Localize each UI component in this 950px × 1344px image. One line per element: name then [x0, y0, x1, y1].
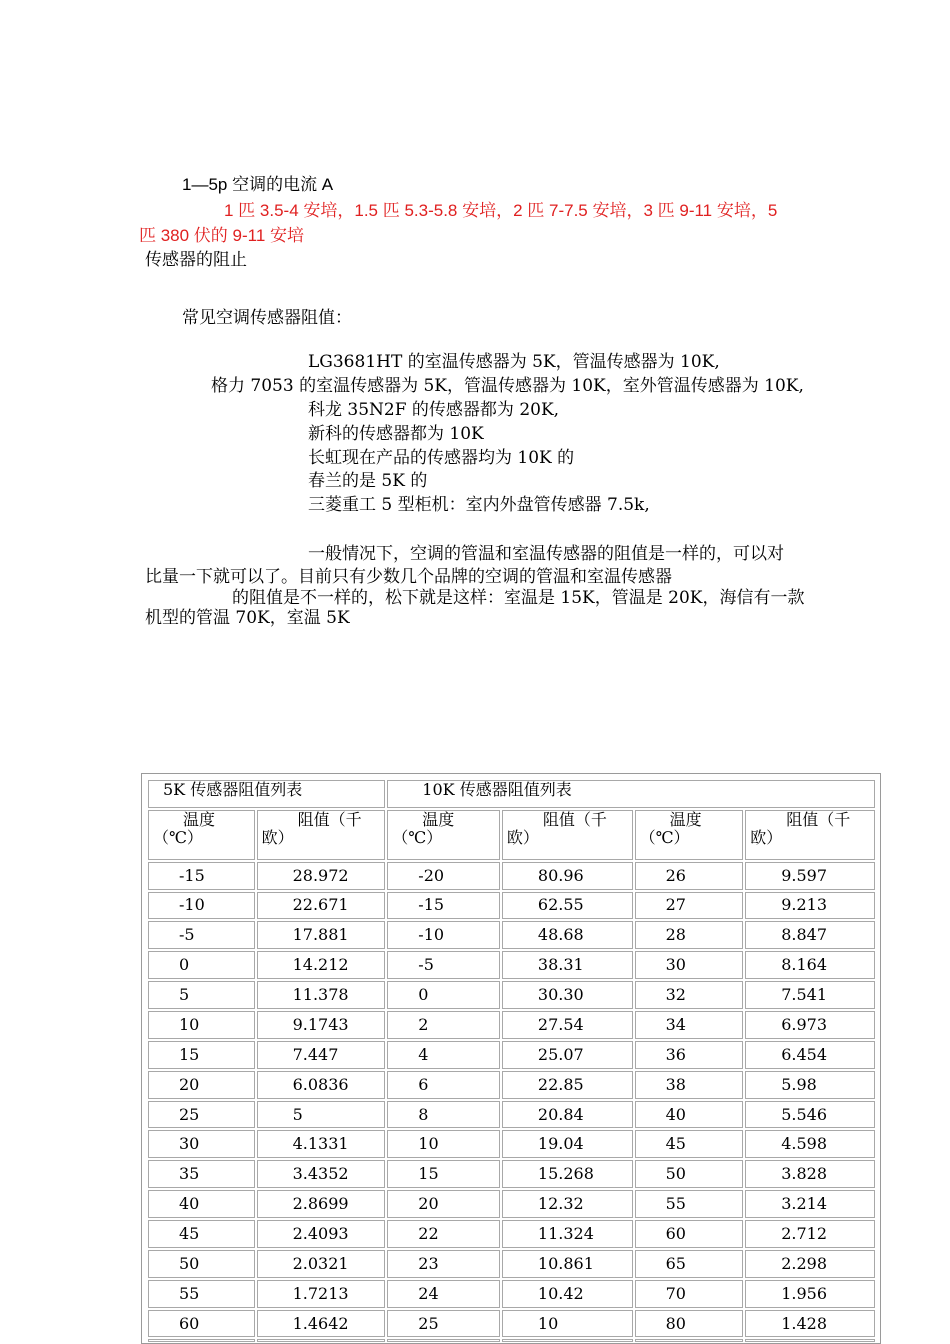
table-row — [148, 862, 875, 890]
column-header-temp: 温度 （℃） — [148, 810, 255, 860]
column-header-resistance: 阻值（千 欧） — [502, 810, 633, 860]
resistance-cell: 17.881 — [257, 921, 386, 949]
resistance-cell: 7.447 — [257, 1041, 386, 1069]
resistance-cell: 9.597 — [745, 862, 875, 890]
temperature-cell: 50 — [148, 1250, 255, 1278]
resistance-cell: 22.85 — [502, 1071, 633, 1099]
resistance-cell: 1.4642 — [257, 1310, 386, 1338]
table-row — [148, 892, 875, 920]
temperature-cell: 60 — [148, 1310, 255, 1338]
temperature-cell: 10 — [387, 1130, 500, 1158]
resistance-cell: 1.428 — [745, 1310, 875, 1338]
sensor-item: 格力 7053 的室温传感器为 5K，管温传感器为 10K，室外管温传感器为 10K, — [211, 376, 804, 396]
temperature-cell: 0 — [387, 981, 500, 1009]
resistance-cell: 15.268 — [502, 1160, 633, 1188]
resistance-cell: 28.972 — [257, 862, 386, 890]
column-header-temp: 温度 （℃） — [387, 810, 500, 860]
resistance-cell: 10.861 — [502, 1250, 633, 1278]
table-row — [148, 1190, 875, 1218]
resistance-cell: 1.956 — [745, 1280, 875, 1308]
resistance-cell: 48.68 — [502, 921, 633, 949]
temperature-cell: 30 — [635, 951, 744, 979]
resistance-cell: 3.4352 — [257, 1160, 386, 1188]
resistance-cell: 5 — [257, 1101, 386, 1129]
temperature-cell: -15 — [148, 862, 255, 890]
temperature-cell: -20 — [387, 862, 500, 890]
resistance-cell: 6.0836 — [257, 1071, 386, 1099]
resistance-cell: 5.546 — [745, 1101, 875, 1129]
resistance-cell: 22.671 — [257, 892, 386, 920]
temperature-cell: 27 — [635, 892, 744, 920]
sensor-title: 传感器的阻止 — [145, 250, 247, 270]
resistance-cell: 4.598 — [745, 1130, 875, 1158]
table-row — [148, 1041, 875, 1069]
sensor-item: 新科的传感器都为 10K — [308, 424, 484, 444]
temperature-cell: 34 — [635, 1011, 744, 1039]
sensor-item: LG3681HT 的室温传感器为 5K，管温传感器为 10K, — [308, 352, 720, 372]
table-title-10k: 10K 传感器阻值列表 — [387, 780, 875, 808]
table-row — [148, 1280, 875, 1308]
table-row — [148, 1101, 875, 1129]
sensor-item: 三菱重工 5 型柜机：室内外盘管传感器 7.5k, — [308, 495, 650, 515]
resistance-cell: 12.32 — [502, 1190, 633, 1218]
temperature-cell: 60 — [635, 1220, 744, 1248]
paragraph-line: 的阻值是不一样的，松下就是这样：室温是 15K，管温是 20K，海信有一款 — [232, 588, 805, 608]
empty-cell — [745, 1339, 875, 1342]
table-row — [148, 1250, 875, 1278]
resistance-cell: 19.04 — [502, 1130, 633, 1158]
resistance-cell: 5.98 — [745, 1071, 875, 1099]
temperature-cell: 26 — [635, 862, 744, 890]
sensor-item: 春兰的是 5K 的 — [308, 471, 428, 491]
temperature-cell: 35 — [148, 1160, 255, 1188]
temperature-cell: 80 — [635, 1310, 744, 1338]
temperature-cell: 5 — [148, 981, 255, 1009]
table-row — [148, 1160, 875, 1188]
temperature-cell: -5 — [148, 921, 255, 949]
resistance-cell: 6.454 — [745, 1041, 875, 1069]
temperature-cell: 45 — [635, 1130, 744, 1158]
table-row — [148, 1220, 875, 1248]
temperature-cell: 20 — [387, 1190, 500, 1218]
resistance-cell: 11.378 — [257, 981, 386, 1009]
temperature-cell: 70 — [635, 1280, 744, 1308]
empty-cell — [257, 1339, 386, 1342]
resistance-cell: 4.1331 — [257, 1130, 386, 1158]
empty-cell — [148, 1339, 255, 1342]
temperature-cell: -10 — [148, 892, 255, 920]
temperature-cell: 65 — [635, 1250, 744, 1278]
resistance-cell: 8.847 — [745, 921, 875, 949]
column-header-resistance: 阻值（千 欧） — [257, 810, 386, 860]
sensor-item: 长虹现在产品的传感器均为 10K 的 — [308, 448, 575, 468]
temperature-cell: 23 — [387, 1250, 500, 1278]
temperature-cell: 40 — [635, 1101, 744, 1129]
temperature-cell: 6 — [387, 1071, 500, 1099]
table-row — [148, 1130, 875, 1158]
resistance-cell: 25.07 — [502, 1041, 633, 1069]
temperature-cell: 25 — [148, 1101, 255, 1129]
table-title-5k: 5K 传感器阻值列表 — [148, 780, 385, 808]
temperature-cell: 8 — [387, 1101, 500, 1129]
resistance-cell: 2.4093 — [257, 1220, 386, 1248]
empty-cell — [387, 1339, 500, 1342]
resistance-cell: 62.55 — [502, 892, 633, 920]
table-row — [148, 921, 875, 949]
resistance-cell: 6.973 — [745, 1011, 875, 1039]
resistance-cell: 9.1743 — [257, 1011, 386, 1039]
column-header-temp: 温度 （℃） — [635, 810, 744, 860]
resistance-cell: 1.7213 — [257, 1280, 386, 1308]
temperature-cell: 0 — [148, 951, 255, 979]
paragraph-line: 一般情况下，空调的管温和室温传感器的阻值是一样的，可以对 — [308, 544, 784, 564]
temperature-cell: 15 — [148, 1041, 255, 1069]
temperature-cell: 22 — [387, 1220, 500, 1248]
temperature-cell: 28 — [635, 921, 744, 949]
temperature-cell: -15 — [387, 892, 500, 920]
resistance-cell: 2.0321 — [257, 1250, 386, 1278]
temperature-cell: 2 — [387, 1011, 500, 1039]
resistance-cell: 14.212 — [257, 951, 386, 979]
temperature-cell: -10 — [387, 921, 500, 949]
heading: 1—5p 空调的电流 A — [182, 175, 334, 194]
temperature-cell: 32 — [635, 981, 744, 1009]
temperature-cell: 15 — [387, 1160, 500, 1188]
resistance-cell: 2.8699 — [257, 1190, 386, 1218]
temperature-cell: -5 — [387, 951, 500, 979]
table-row — [148, 1071, 875, 1099]
current-line-2: 匹 380 伏的 9-11 安培 — [139, 226, 305, 245]
temperature-cell: 10 — [148, 1011, 255, 1039]
current-line-1: 1 匹 3.5-4 安培，1.5 匹 5.3-5.8 安培，2 匹 7-7.5 安培，3 匹 9-11 安培，5 — [224, 201, 778, 220]
table-row — [148, 1310, 875, 1338]
column-header-resistance: 阻值（千 欧） — [745, 810, 875, 860]
temperature-cell: 38 — [635, 1071, 744, 1099]
resistance-table — [141, 773, 881, 1344]
empty-cell — [635, 1339, 744, 1342]
resistance-cell: 3.828 — [745, 1160, 875, 1188]
resistance-cell: 2.298 — [745, 1250, 875, 1278]
temperature-cell: 55 — [148, 1280, 255, 1308]
paragraph-line: 比量一下就可以了。目前只有少数几个品牌的空调的管温和室温传感器 — [145, 567, 672, 587]
resistance-cell: 8.164 — [745, 951, 875, 979]
resistance-cell: 10 — [502, 1310, 633, 1338]
resistance-cell: 7.541 — [745, 981, 875, 1009]
table-row — [148, 1011, 875, 1039]
table-row — [148, 951, 875, 979]
resistance-cell: 2.712 — [745, 1220, 875, 1248]
resistance-cell: 38.31 — [502, 951, 633, 979]
resistance-cell: 80.96 — [502, 862, 633, 890]
resistance-cell: 11.324 — [502, 1220, 633, 1248]
temperature-cell: 24 — [387, 1280, 500, 1308]
common-title: 常见空调传感器阻值： — [182, 308, 352, 328]
resistance-cell: 3.214 — [745, 1190, 875, 1218]
resistance-cell: 9.213 — [745, 892, 875, 920]
resistance-cell: 27.54 — [502, 1011, 633, 1039]
paragraph-line: 机型的管温 70K，室温 5K — [145, 608, 350, 628]
temperature-cell: 50 — [635, 1160, 744, 1188]
sensor-item: 科龙 35N2F 的传感器都为 20K, — [308, 400, 560, 420]
table-row — [148, 981, 875, 1009]
temperature-cell: 25 — [387, 1310, 500, 1338]
empty-cell — [502, 1339, 633, 1342]
temperature-cell: 45 — [148, 1220, 255, 1248]
temperature-cell: 40 — [148, 1190, 255, 1218]
temperature-cell: 20 — [148, 1071, 255, 1099]
temperature-cell: 30 — [148, 1130, 255, 1158]
resistance-cell: 20.84 — [502, 1101, 633, 1129]
resistance-cell: 30.30 — [502, 981, 633, 1009]
temperature-cell: 4 — [387, 1041, 500, 1069]
temperature-cell: 36 — [635, 1041, 744, 1069]
resistance-cell: 10.42 — [502, 1280, 633, 1308]
temperature-cell: 55 — [635, 1190, 744, 1218]
